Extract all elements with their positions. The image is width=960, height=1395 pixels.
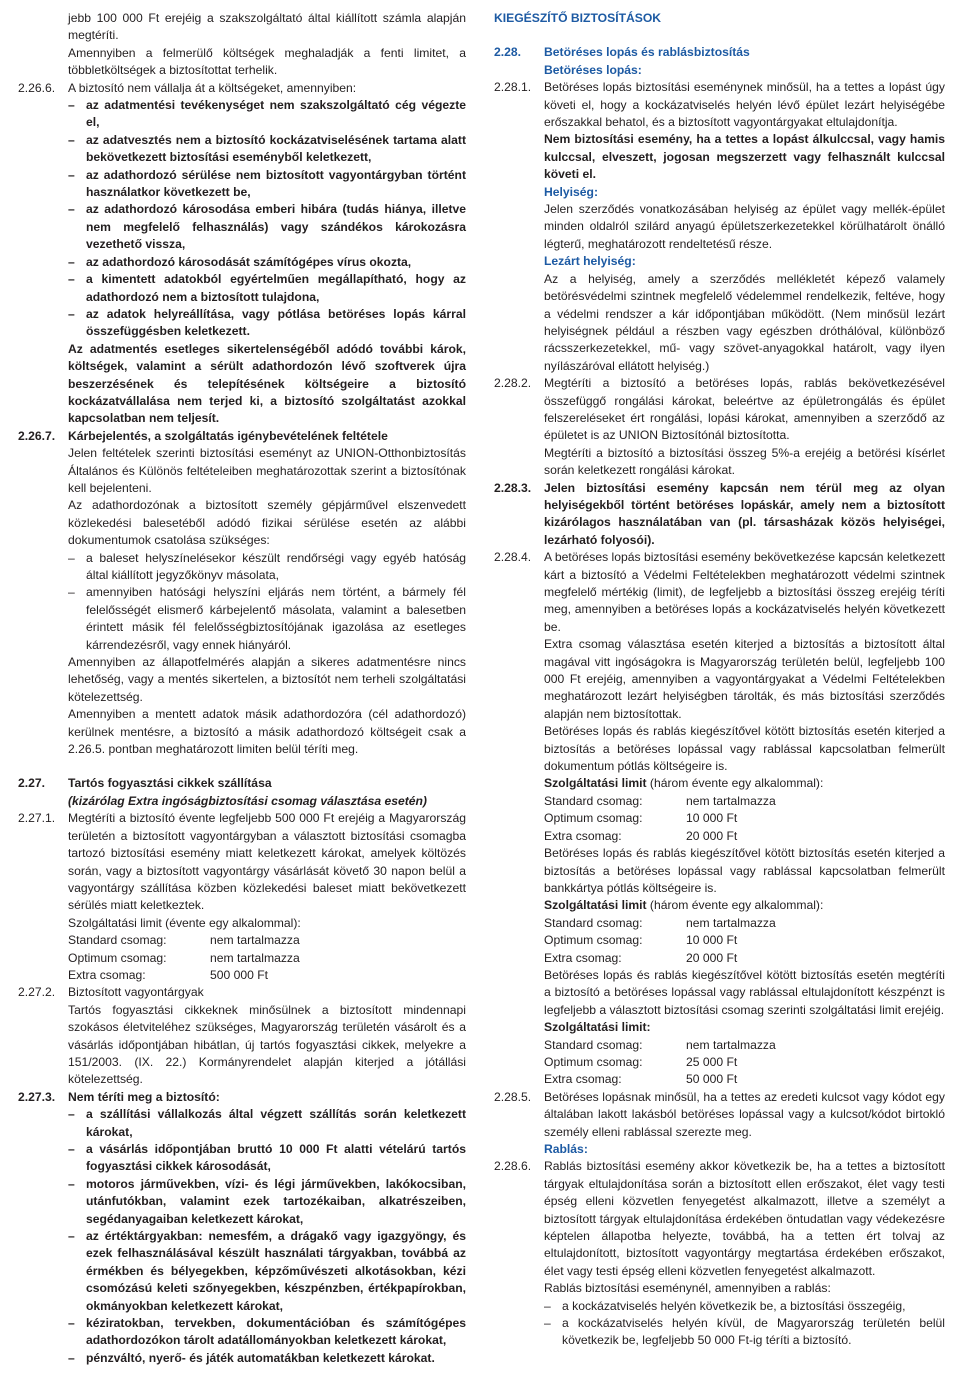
- list-item: – az adatmentési tevékenységet nem szakszolgáltató cég végezte el,: [18, 97, 466, 132]
- section-number: 2.28.4.: [494, 550, 532, 565]
- paragraph: Lezárt helyiség:: [544, 254, 636, 269]
- limit-row: [494, 1071, 945, 1088]
- section-text: Betöréses lopás biztosítási eseménynek minősül, ha a tettes a lopást úgy követi el, hogy a kockázatviselés helyén lévő épület lezárt helyiségébe erőszakkal behatol, és a biztosított vagyontárgyakat eltulajdonítja.: [544, 80, 945, 130]
- list-item: – az adathordozó károsodását számítógépes vírus okozta,: [18, 254, 466, 271]
- limit-row: [494, 932, 945, 949]
- list-item: – az értéktárgyakban: nemesfém, a drágakő vagy igazgyöngy, és ezek felhasználásával készült használati tárgyakban, továbbá az érmékben és bélyegekben, képzőművészeti alkotásokban, kézi csomózású keleti szőnyegekben, készpénzben, értékpapírokban, okmányokban keletkezett károkat,: [18, 1228, 466, 1315]
- list-item: – a kockázatviselés helyén kívül, de Magyarország területén belül következik be, legfeljebb 50 000 Ft-ig téríti a biztosító.: [494, 1315, 945, 1350]
- limit-row: [494, 793, 945, 810]
- section-text: Kárbejelentés, a szolgáltatás igénybevételének feltétele: [68, 428, 388, 443]
- section-paragraph: [494, 1089, 945, 1141]
- section-text: Megtéríti a biztosító évente legfeljebb 500 000 Ft erejéig a Magyarország területén a biztosított vagyontárgyban a választott biztosítási csomagba tartozó biztosítási esemény miatt keletkezett károkat, amelyek költözés során, vagy a biztosított vagyontárgy vásárlását követő 30 napon belül a vagyontárgy szállítása közben közlekedési baleset miatt bekövetkezett sérülés miatt keletkeztek.: [68, 811, 466, 913]
- section-number: 2.28.: [494, 45, 522, 60]
- paragraph: Betöréses lopás és rablás kiegészítővel kötött biztosítás esetén kiterjed a biztosítás a betöréses lopással vagy rablással kapcsolatban felmerült dokumentum pótlás költségeire is.: [544, 724, 945, 774]
- paragraph: Rablás biztosítási eseménynél, amennyiben a rablás:: [544, 1281, 831, 1296]
- section-paragraph: [494, 549, 945, 636]
- limit-value: 20 000 Ft: [686, 828, 738, 843]
- list-item: – az adatok helyreállítása, vagy pótlása betöréses lopás kárral összefüggésben keletkezett.: [18, 306, 466, 341]
- list-item: – pénzváltó, nyerő- és játék automatákban keletkezett károkat.: [18, 1350, 466, 1367]
- limit-package: Standard csomag:: [68, 933, 167, 948]
- section-number: 2.27.3.: [18, 1089, 56, 1104]
- limit-row: [494, 950, 945, 967]
- paragraph: Amennyiben a felmerülő költségek meghaladják a fenti limitet, a többletköltségek a biztosítottat terhelik.: [68, 45, 466, 78]
- right-column: [494, 10, 945, 1350]
- limit-row: [494, 828, 945, 845]
- limit-package: Optimum csomag:: [544, 933, 643, 948]
- limit-package: Standard csomag:: [544, 915, 643, 930]
- list-item: – az adathordozó sérülése nem biztosított vagyontárgyban történt használatkor következett be,: [18, 167, 466, 202]
- paragraph: Betöréses lopás és rablás kiegészítővel kötött biztosítás esetén megtéríti a biztosító a betöréses lopással vagy rablással eltulajdonított készpénzt is legfeljebb a választott biztosítási csomag szerinti szolgáltatási limit erejéig.: [544, 967, 945, 1017]
- paragraph: Betöréses lopás és rablás kiegészítővel kötött biztosítás esetén kiterjed a biztosítás a betöréses lopással vagy rablással kapcsolatban felmerült bankkártya pótlás költségeire is.: [544, 846, 945, 895]
- list-item: – az adatvesztés nem a biztosító kockázatviselésének tartama alatt bekövetkezett biztosítási eseményből keletkezett,: [18, 132, 466, 167]
- paragraph: Amennyiben a mentett adatok másik adathordozóra (cél adathordozó) kerülnek mentésre, a biztosító a másik adathordozó költségeit csak a 2.26.5. pontban meghatározott limiten belül téríti meg.: [68, 707, 466, 757]
- section-number: 2.26.6.: [18, 80, 56, 95]
- paragraph: Rablás:: [544, 1142, 588, 1156]
- paragraph: Tartós fogyasztási cikkeknek minősülnek a biztosított mindennapi szokásos életviteléhez szükséges, Magyarország területén vásárolt és a vásárlás időpontjában hibátlan, új tartós fogyasztási cikkek, melyekre a 151/2003. (IX. 22.) Kormányrendelet alapján kiterjed a jótállási kötelezettség.: [68, 1002, 466, 1087]
- list-item: – a kockázatviselés helyén következik be, a biztosítási összegéig,: [494, 1298, 945, 1315]
- section-text: Megtéríti a biztosító a betöréses lopás, rablás bekövetkezésével összefüggő rongálási károkat, beleértve az épületrongálás és épület felszereléseket ért rongálási, lopási károkat, amennyiben a szerződő az épületet is az UNION Biztosítónál biztosította.: [544, 376, 945, 443]
- limit-package: Optimum csomag:: [68, 950, 167, 965]
- spacer: [494, 27, 945, 44]
- section-paragraph: [494, 480, 945, 550]
- paragraph: Jelen feltételek szerinti biztosítási eseményt az UNION-Otthonbiztosítás Általános és Különös feltételeiben meghatározottak szerint a biztosítónak kell bejelenteni.: [68, 446, 466, 495]
- limit-value: nem tartalmazza: [686, 1037, 776, 1052]
- limit-package: Optimum csomag:: [544, 811, 643, 826]
- spacer: [18, 758, 466, 775]
- paragraph: Helyiség:: [544, 184, 598, 199]
- limit-row: [494, 1054, 945, 1071]
- limit-value: 25 000 Ft: [686, 1054, 738, 1069]
- section-number: 2.28.3.: [494, 480, 532, 495]
- section-number: 2.26.7.: [18, 428, 56, 443]
- limit-package: Optimum csomag:: [544, 1054, 643, 1069]
- section-paragraph: [18, 984, 466, 1001]
- paragraph: Amennyiben az állapotfelmérés alapján a sikeres adatmentésre nincs lehetőség, vagy a mentés sikertelen, a biztosítót nem terheli szolgáltatási kötelezettség.: [68, 655, 466, 704]
- bold-prefix: Szolgáltatási limit: [544, 898, 647, 913]
- section-text: A biztosító nem vállalja át a költségeket, amennyiben:: [68, 80, 357, 95]
- list-item: – motoros járművekben, vízi- és légi járművekben, lakókocsiban, utánfutókban, valamint ezek tartozékaiban, alkatrészeiben, segédanyagaiban keletkezett károkat,: [18, 1176, 466, 1228]
- limit-row: [18, 932, 466, 949]
- limit-value: nem tartalmazza: [210, 933, 300, 948]
- list-item: – amennyiben hatósági helyszíni eljárás nem történt, a bármely fél felelősségét elismerő kárbejelentő másolata, valamint a balesetben érintett másik fél felelősségbiztosítójának igazolása az esetleges kárrendezésről, vagy ennek hiányáról.: [18, 584, 466, 654]
- limit-package: Extra csomag:: [544, 1072, 622, 1087]
- paragraph: jebb 100 000 Ft erejéig a szakszolgáltató által kiállított számla alapján megtéríti.: [68, 11, 466, 43]
- limit-package: Standard csomag:: [544, 793, 643, 808]
- section-text: Betöréses lopásnak minősül, ha a tettes az eredeti kulcsot vagy kódot egy általában lakott lakásból betöréses lopással vagy a kulcsot/kódot birtokló személy elleni rablással szerezte meg.: [544, 1089, 945, 1139]
- section-number: 2.27.: [18, 776, 46, 791]
- paragraph: (kizárólag Extra ingóságbiztosítási csomag választása esetén): [68, 793, 427, 808]
- limit-row: [18, 950, 466, 967]
- column-heading: KIEGÉSZÍTŐ BIZTOSÍTÁSOK: [494, 11, 662, 25]
- limit-package: Extra csomag:: [544, 828, 622, 843]
- section-text: Biztosított vagyontárgyak: [68, 985, 204, 1000]
- limit-value: 50 000 Ft: [686, 1072, 738, 1087]
- list-item: – a vásárlás időpontjában bruttó 10 000 Ft alatti vételárú tartós fogyasztási cikkek károsodását,: [18, 1141, 466, 1176]
- limit-value: 10 000 Ft: [686, 811, 738, 826]
- section-paragraph: [18, 775, 466, 792]
- section-number: 2.28.1.: [494, 80, 532, 95]
- limit-row: [494, 915, 945, 932]
- section-text: Tartós fogyasztási cikkek szállítása: [68, 776, 272, 791]
- section-paragraph: [18, 1089, 466, 1106]
- section-paragraph: [18, 428, 466, 445]
- section-number: 2.28.5.: [494, 1089, 532, 1104]
- section-number: 2.28.6.: [494, 1159, 532, 1174]
- section-number: 2.27.2.: [18, 985, 56, 1000]
- limit-package: Extra csomag:: [68, 967, 146, 982]
- limit-row: [18, 967, 466, 984]
- limit-value: 500 000 Ft: [210, 967, 269, 982]
- section-paragraph: [494, 1158, 945, 1280]
- section-paragraph: [494, 375, 945, 445]
- section-paragraph: [494, 44, 945, 61]
- limit-package: Standard csomag:: [544, 1037, 643, 1052]
- list-item: – kéziratokban, tervekben, dokumentációban és számítógépes adathordozókon tárolt adatállományokban keletkezett károkat,: [18, 1315, 466, 1350]
- section-text: A betöréses lopás biztosítási esemény bekövetkezése kapcsán keletkezett kárt a biztosító a Védelmi Feltételekben meghatározott védelmi szintnek megfelelő mértékig (limit), de legfeljebb a biztosítási összeg erejéig téríti meg, amennyiben a betöréses lopás a kockázatviselés helyén következett be.: [544, 550, 945, 634]
- limit-package: Extra csomag:: [544, 950, 622, 965]
- limit-value: nem tartalmazza: [686, 793, 776, 808]
- limit-row: [494, 810, 945, 827]
- left-column: [18, 10, 466, 1367]
- paragraph: Jelen szerződés vonatkozásában helyiség az épület vagy mellék-épület minden oldalról szilárd anyagú épületszerkezetekkel körülhatárolt önálló légterű, meghatározott rendeltetésű része.: [544, 202, 945, 251]
- limit-value: nem tartalmazza: [210, 950, 300, 965]
- section-paragraph: [18, 80, 466, 97]
- limit-row: [494, 1037, 945, 1054]
- list-item: – a baleset helyszínelésekor készült rendőrségi vagy egyéb hatóság által kiállított jegyzőkönyv másolata,: [18, 550, 466, 585]
- paragraph: Szolgáltatási limit:: [544, 1020, 651, 1035]
- list-item: – a kimentett adatokból egyértelműen megállapítható, hogy az adathordozó nem a biztosított tulajdona,: [18, 271, 466, 306]
- section-text: Rablás biztosítási esemény akkor következik be, ha a tettes a biztosított tárgyak eltulajdonítása során a biztosított ellen erőszakot, élet vagy testi épség elleni közvetlen fenyegetést alkalmazott, illetve a személyt a biztosított tárgyak eltulajdonítása érdekében öntudatlan vagy védekezésre képtelen állapotba helyezte, továbbá, ha a tetten ért tolvaj az eltulajdonított, biztosított vagyontárgy megtartása érdekében erőszakot, élet vagy testi épség elleni közvetlen fenyegetést alkalmazott.: [544, 1159, 945, 1278]
- section-text: Jelen biztosítási esemény kapcsán nem térül meg az olyan helyiségekből történt betöréses lopáskár, amely nem a biztosított kizárólagos használatában van (pl. társasházak közös helyiségei, lezárható folyosói).: [544, 480, 945, 547]
- section-paragraph: [494, 79, 945, 131]
- section-paragraph: [18, 810, 466, 914]
- paragraph: Az adathordozónak a biztosított személy gépjárművel elszenvedett közlekedési balesetéből adódó fizikai sérülése esetén az alábbi dokumentumok csatolása szükséges:: [68, 498, 466, 548]
- paragraph: Nem biztosítási esemény, ha a tettes a lopást álkulccsal, vagy hamis kulccsal, elveszett, jogosan megszerzett vagy felhasznált kulccsal követi el.: [544, 132, 945, 182]
- paragraph: Az adatmentés esetleges sikertelenségéből adódó további károk, költségek, valamint a sérült adathordozón lévő szoftverek újra beszerzésének és telepítésének költségeire a biztosító kockázatvállalása nem terjed ki, a biztosító szolgáltatást azokkal kapcsolatban nem teljesít.: [68, 341, 466, 426]
- bold-prefix: Szolgáltatási limit: [544, 776, 647, 791]
- paragraph: Megtéríti a biztosító a biztosítási összeg 5%-a erejéig a betörési kísérlet során keletkezett rongálási károkat.: [544, 445, 945, 478]
- limit-value: nem tartalmazza: [686, 915, 776, 930]
- section-number: 2.28.2.: [494, 376, 532, 391]
- list-item: – a szállítási vállalkozás által végzett szállítás során keletkezett károkat,: [18, 1106, 466, 1141]
- paragraph: Szolgáltatási limit (három évente egy alkalommal):: [544, 776, 824, 791]
- limit-value: 20 000 Ft: [686, 950, 738, 965]
- limit-value: 10 000 Ft: [686, 933, 738, 948]
- paragraph: Betöréses lopás:: [544, 62, 642, 77]
- list-item: – az adathordozó károsodása emberi hibára (tudás hiánya, illetve nem megfelelő felhasználás) vagy szándékos károkozásra vezethető vissza,: [18, 201, 466, 253]
- paragraph: Extra csomag választása esetén kiterjed a biztosítás a biztosított által magával vitt ingóságokra is Magyarország területén belül, legfeljebb 100 000 Ft erejéig, amennyiben a vagyontárgyakat a Védelmi Feltételekben meghatározott lezárt helyiségben tárolták, és más biztosítási szerződés alapján nem biztosítottak.: [544, 637, 945, 721]
- paragraph: Szolgáltatási limit (három évente egy alkalommal):: [544, 898, 824, 913]
- paragraph: Szolgáltatási limit (évente egy alkalommal):: [68, 915, 301, 930]
- section-text: Nem téríti meg a biztosító:: [68, 1089, 220, 1104]
- paragraph: Az a helyiség, amely a szerződés mellékletét képező valamely betörésvédelmi szintnek megfelelő védelemmel rendelkezik, feltéve, hogy a védelmi rendszer a kár időpontjában működött. (Nem minősül lezárt helyiségnek például a részben vagy egészben dróthálóval, különböző rácsszerkezetekkel, mű- vagy szövet-anyagokkal határolt, vagy ilyen nyílászáróval ellátott helyiség.): [544, 271, 945, 373]
- section-text: Betöréses lopás és rablásbiztosítás: [544, 45, 750, 60]
- section-number: 2.27.1.: [18, 811, 56, 826]
